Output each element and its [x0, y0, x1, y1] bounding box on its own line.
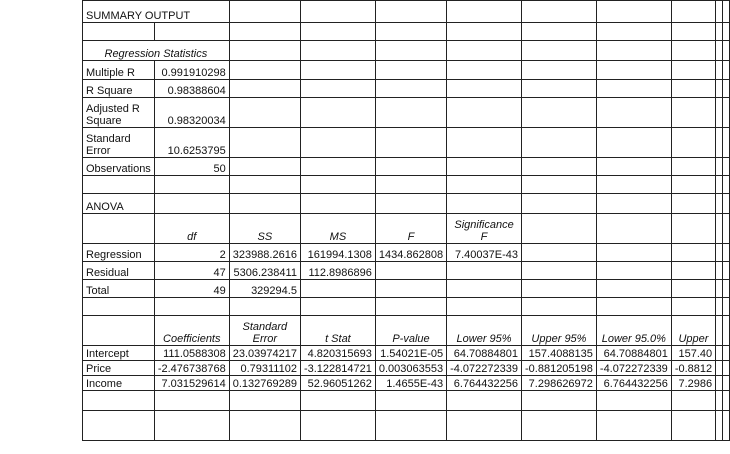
- coef-value: -0.881205198: [522, 361, 597, 376]
- cell[interactable]: [716, 391, 723, 411]
- cell[interactable]: [716, 244, 723, 262]
- cell[interactable]: [596, 244, 671, 262]
- coef-header-p-value: P-value: [375, 316, 446, 346]
- cell[interactable]: [671, 61, 715, 80]
- cell[interactable]: [229, 41, 300, 61]
- stat-row: [83, 158, 730, 176]
- coef-value: 7.031529614: [154, 376, 229, 391]
- cell[interactable]: [229, 80, 300, 98]
- anova-df: 47: [154, 262, 229, 280]
- cell[interactable]: [375, 41, 446, 61]
- cell[interactable]: [522, 280, 597, 298]
- coef-value: -2.476738768: [154, 361, 229, 376]
- cell[interactable]: [716, 98, 723, 128]
- cell[interactable]: [229, 61, 300, 80]
- cell[interactable]: [723, 391, 730, 411]
- cell[interactable]: [723, 361, 730, 376]
- coef-row-label: Price: [83, 361, 155, 376]
- coef-value: 0.003063553: [375, 361, 446, 376]
- cell[interactable]: [229, 176, 300, 194]
- cell[interactable]: [154, 411, 229, 441]
- cell[interactable]: [596, 176, 671, 194]
- cell[interactable]: [522, 61, 597, 80]
- cell[interactable]: [716, 194, 723, 214]
- cell[interactable]: [375, 194, 446, 214]
- title-row: [83, 1, 730, 23]
- stat-label: Multiple R: [83, 61, 155, 80]
- anova-header-significance-f: Significance F: [447, 214, 522, 244]
- cell[interactable]: [716, 41, 723, 61]
- cell[interactable]: [596, 214, 671, 244]
- cell[interactable]: [671, 244, 715, 262]
- cell[interactable]: [375, 176, 446, 194]
- cell[interactable]: [723, 244, 730, 262]
- cell[interactable]: [596, 61, 671, 80]
- cell[interactable]: [447, 23, 522, 41]
- anova-header-f: F: [375, 214, 446, 244]
- coef-header-coefficients: Coefficients: [154, 316, 229, 346]
- cell[interactable]: [716, 298, 723, 316]
- cell[interactable]: [300, 128, 375, 158]
- coef-value: 7.298626972: [522, 376, 597, 391]
- cell[interactable]: [447, 158, 522, 176]
- cell[interactable]: [229, 194, 300, 214]
- cell[interactable]: [300, 391, 375, 411]
- cell[interactable]: [723, 316, 730, 346]
- cell[interactable]: [83, 298, 155, 316]
- cell[interactable]: [522, 244, 597, 262]
- anova-row: [83, 262, 730, 280]
- cell[interactable]: [723, 176, 730, 194]
- cell[interactable]: [596, 80, 671, 98]
- coef-value: 0.132769289: [229, 376, 300, 391]
- cell[interactable]: [723, 98, 730, 128]
- cell[interactable]: [300, 80, 375, 98]
- stat-row: [83, 98, 730, 128]
- blank-row: [83, 176, 730, 194]
- cell[interactable]: [723, 1, 730, 23]
- cell[interactable]: [522, 391, 597, 411]
- cell[interactable]: [522, 214, 597, 244]
- cell[interactable]: [671, 194, 715, 214]
- cell[interactable]: [723, 194, 730, 214]
- coefficient-row: [83, 361, 730, 376]
- cell[interactable]: [375, 98, 446, 128]
- coef-value: 64.70884801: [596, 346, 671, 361]
- cell[interactable]: [522, 262, 597, 280]
- coefficient-row: [83, 346, 730, 361]
- stat-value: 10.6253795: [154, 128, 229, 158]
- cell[interactable]: [154, 391, 229, 411]
- cell[interactable]: [447, 41, 522, 61]
- cell[interactable]: [716, 1, 723, 23]
- cell[interactable]: [596, 1, 671, 23]
- cell[interactable]: [723, 158, 730, 176]
- cell[interactable]: [375, 61, 446, 80]
- cell[interactable]: [723, 346, 730, 361]
- coef-header-upper-95-0: Upper: [671, 316, 715, 346]
- cell[interactable]: [300, 61, 375, 80]
- blank-row: [83, 298, 730, 316]
- coef-value: -4.072272339: [447, 361, 522, 376]
- cell[interactable]: [447, 411, 522, 441]
- cell[interactable]: [375, 298, 446, 316]
- coef-value: 6.764432256: [596, 376, 671, 391]
- cell[interactable]: [723, 411, 730, 441]
- cell[interactable]: [671, 158, 715, 176]
- coef-header-lower-95-0: Lower 95.0%: [596, 316, 671, 346]
- cell[interactable]: [671, 391, 715, 411]
- coef-header-upper-95: Upper 95%: [522, 316, 597, 346]
- cell[interactable]: [671, 80, 715, 98]
- coef-value: 1.54021E-05: [375, 346, 446, 361]
- cell[interactable]: [83, 176, 155, 194]
- cell[interactable]: [154, 298, 229, 316]
- cell[interactable]: [447, 176, 522, 194]
- anova-f: [375, 262, 446, 280]
- stat-row: [83, 128, 730, 158]
- cell[interactable]: [596, 280, 671, 298]
- coef-row-label: Income: [83, 376, 155, 391]
- cell[interactable]: [229, 411, 300, 441]
- cell[interactable]: [447, 1, 522, 23]
- cell[interactable]: [83, 391, 155, 411]
- cell[interactable]: [716, 361, 723, 376]
- anova-row: [83, 244, 730, 262]
- stat-row: [83, 80, 730, 98]
- cell[interactable]: [671, 1, 715, 23]
- cell[interactable]: [723, 41, 730, 61]
- cell[interactable]: [375, 1, 446, 23]
- cell[interactable]: [723, 23, 730, 41]
- cell[interactable]: [300, 23, 375, 41]
- anova-row-label: Residual: [83, 262, 155, 280]
- anova-f: 1434.862808: [375, 244, 446, 262]
- cell[interactable]: [375, 391, 446, 411]
- blank-row: [83, 23, 730, 41]
- cell[interactable]: [596, 128, 671, 158]
- blank-row: [83, 391, 730, 411]
- cell[interactable]: [723, 214, 730, 244]
- cell[interactable]: [447, 80, 522, 98]
- anova-f: [375, 280, 446, 298]
- cell[interactable]: [671, 41, 715, 61]
- cell[interactable]: [522, 298, 597, 316]
- cell[interactable]: [375, 158, 446, 176]
- coef-value: 157.4088135: [522, 346, 597, 361]
- stat-value: 0.98388604: [154, 80, 229, 98]
- cell[interactable]: [229, 128, 300, 158]
- stat-label: R Square: [83, 80, 155, 98]
- anova-df: 2: [154, 244, 229, 262]
- cell[interactable]: [375, 80, 446, 98]
- cell[interactable]: [596, 411, 671, 441]
- summary-output-title: SUMMARY OUTPUT: [83, 1, 230, 23]
- coef-value: 4.820315693: [300, 346, 375, 361]
- cell[interactable]: [716, 280, 723, 298]
- cell[interactable]: [716, 346, 723, 361]
- cell[interactable]: [723, 298, 730, 316]
- cell[interactable]: [300, 1, 375, 23]
- cell[interactable]: [723, 80, 730, 98]
- stat-value: 0.98320034: [154, 98, 229, 128]
- cell[interactable]: [375, 411, 446, 441]
- stat-value: 0.991910298: [154, 61, 229, 80]
- cell[interactable]: [671, 280, 715, 298]
- coef-value: 157.40: [671, 346, 715, 361]
- cell[interactable]: [447, 298, 522, 316]
- regression-statistics-header: Regression Statistics: [83, 41, 230, 61]
- coef-value: 23.03974217: [229, 346, 300, 361]
- anova-title-row: [83, 194, 730, 214]
- cell[interactable]: [522, 128, 597, 158]
- cell[interactable]: [723, 262, 730, 280]
- cell[interactable]: [716, 80, 723, 98]
- anova-header-ms: MS: [300, 214, 375, 244]
- anova-ss: 5306.238411: [229, 262, 300, 280]
- anova-row-label: Total: [83, 280, 155, 298]
- anova-header-row: [83, 214, 730, 244]
- regression-statistics-header-row: [83, 41, 730, 61]
- anova-ms: 161994.1308: [300, 244, 375, 262]
- cell[interactable]: [447, 194, 522, 214]
- anova-significance-f: 7.40037E-43: [447, 244, 522, 262]
- cell[interactable]: [671, 262, 715, 280]
- cell[interactable]: [300, 194, 375, 214]
- cell[interactable]: [716, 316, 723, 346]
- cell[interactable]: [522, 158, 597, 176]
- anova-ss: 329294.5: [229, 280, 300, 298]
- cell[interactable]: [522, 176, 597, 194]
- cell[interactable]: [300, 158, 375, 176]
- cell[interactable]: [723, 128, 730, 158]
- cell[interactable]: [229, 23, 300, 41]
- cell[interactable]: [522, 1, 597, 23]
- coef-value: 7.2986: [671, 376, 715, 391]
- coef-value: 111.0588308: [154, 346, 229, 361]
- anova-ss: 323988.2616: [229, 244, 300, 262]
- cell[interactable]: [447, 128, 522, 158]
- coef-value: -0.8812: [671, 361, 715, 376]
- stat-label: Observations: [83, 158, 155, 176]
- cell[interactable]: [723, 376, 730, 391]
- anova-header-ss: SS: [229, 214, 300, 244]
- coef-value: 52.96051262: [300, 376, 375, 391]
- cell[interactable]: [522, 41, 597, 61]
- cell[interactable]: [83, 214, 155, 244]
- cell[interactable]: [671, 98, 715, 128]
- cell[interactable]: [596, 391, 671, 411]
- cell[interactable]: [716, 176, 723, 194]
- cell[interactable]: [229, 1, 300, 23]
- coefficients-header-row: [83, 316, 730, 346]
- cell[interactable]: [375, 23, 446, 41]
- cell[interactable]: [671, 23, 715, 41]
- cell[interactable]: [522, 23, 597, 41]
- cell[interactable]: [596, 41, 671, 61]
- cell[interactable]: [229, 391, 300, 411]
- cell[interactable]: [300, 411, 375, 441]
- cell[interactable]: [154, 194, 229, 214]
- cell[interactable]: [522, 411, 597, 441]
- coef-value: -3.122814721: [300, 361, 375, 376]
- cell[interactable]: [716, 61, 723, 80]
- cell[interactable]: [447, 391, 522, 411]
- anova-significance-f: [447, 262, 522, 280]
- coef-header-lower-95: Lower 95%: [447, 316, 522, 346]
- cell[interactable]: [716, 411, 723, 441]
- stat-value: 50: [154, 158, 229, 176]
- blank-row: [83, 411, 730, 441]
- anova-header-df: df: [154, 214, 229, 244]
- stat-row: [83, 61, 730, 80]
- cell[interactable]: [596, 298, 671, 316]
- cell[interactable]: [723, 280, 730, 298]
- cell[interactable]: [716, 158, 723, 176]
- coef-header-standard-error: Standard Error: [229, 316, 300, 346]
- cell[interactable]: [229, 158, 300, 176]
- cell[interactable]: [723, 61, 730, 80]
- cell[interactable]: [154, 176, 229, 194]
- coef-value: 0.79311102: [229, 361, 300, 376]
- summary-output-table: [82, 0, 730, 441]
- cell[interactable]: [671, 176, 715, 194]
- cell[interactable]: [83, 23, 155, 41]
- cell[interactable]: [447, 61, 522, 80]
- cell[interactable]: [716, 376, 723, 391]
- cell[interactable]: [375, 128, 446, 158]
- cell[interactable]: [447, 98, 522, 128]
- cell[interactable]: [671, 128, 715, 158]
- cell[interactable]: [671, 214, 715, 244]
- cell[interactable]: [671, 298, 715, 316]
- cell[interactable]: [522, 80, 597, 98]
- cell[interactable]: [83, 316, 155, 346]
- cell[interactable]: [522, 98, 597, 128]
- anova-ms: [300, 280, 375, 298]
- cell[interactable]: [596, 98, 671, 128]
- cell[interactable]: [716, 214, 723, 244]
- cell[interactable]: [716, 23, 723, 41]
- cell[interactable]: [596, 194, 671, 214]
- cell[interactable]: [300, 176, 375, 194]
- coef-value: -4.072272339: [596, 361, 671, 376]
- cell[interactable]: [716, 262, 723, 280]
- coef-value: 64.70884801: [447, 346, 522, 361]
- anova-title: ANOVA: [83, 194, 155, 214]
- cell[interactable]: [596, 158, 671, 176]
- anova-df: 49: [154, 280, 229, 298]
- stat-label: Adjusted R Square: [83, 98, 155, 128]
- stat-label: Standard Error: [83, 128, 155, 158]
- cell[interactable]: [522, 194, 597, 214]
- cell[interactable]: [154, 23, 229, 41]
- cell[interactable]: [229, 98, 300, 128]
- cell[interactable]: [300, 98, 375, 128]
- anova-significance-f: [447, 280, 522, 298]
- anova-ms: 112.8986896: [300, 262, 375, 280]
- cell[interactable]: [229, 298, 300, 316]
- cell[interactable]: [300, 298, 375, 316]
- cell[interactable]: [83, 411, 155, 441]
- anova-row-label: Regression: [83, 244, 155, 262]
- coef-value: 6.764432256: [447, 376, 522, 391]
- cell[interactable]: [300, 41, 375, 61]
- anova-row: [83, 280, 730, 298]
- coef-value: 1.4655E-43: [375, 376, 446, 391]
- cell[interactable]: [671, 411, 715, 441]
- cell[interactable]: [596, 262, 671, 280]
- coef-header-t-stat: t Stat: [300, 316, 375, 346]
- coefficient-row: [83, 376, 730, 391]
- coef-row-label: Intercept: [83, 346, 155, 361]
- cell[interactable]: [716, 128, 723, 158]
- cell[interactable]: [596, 23, 671, 41]
